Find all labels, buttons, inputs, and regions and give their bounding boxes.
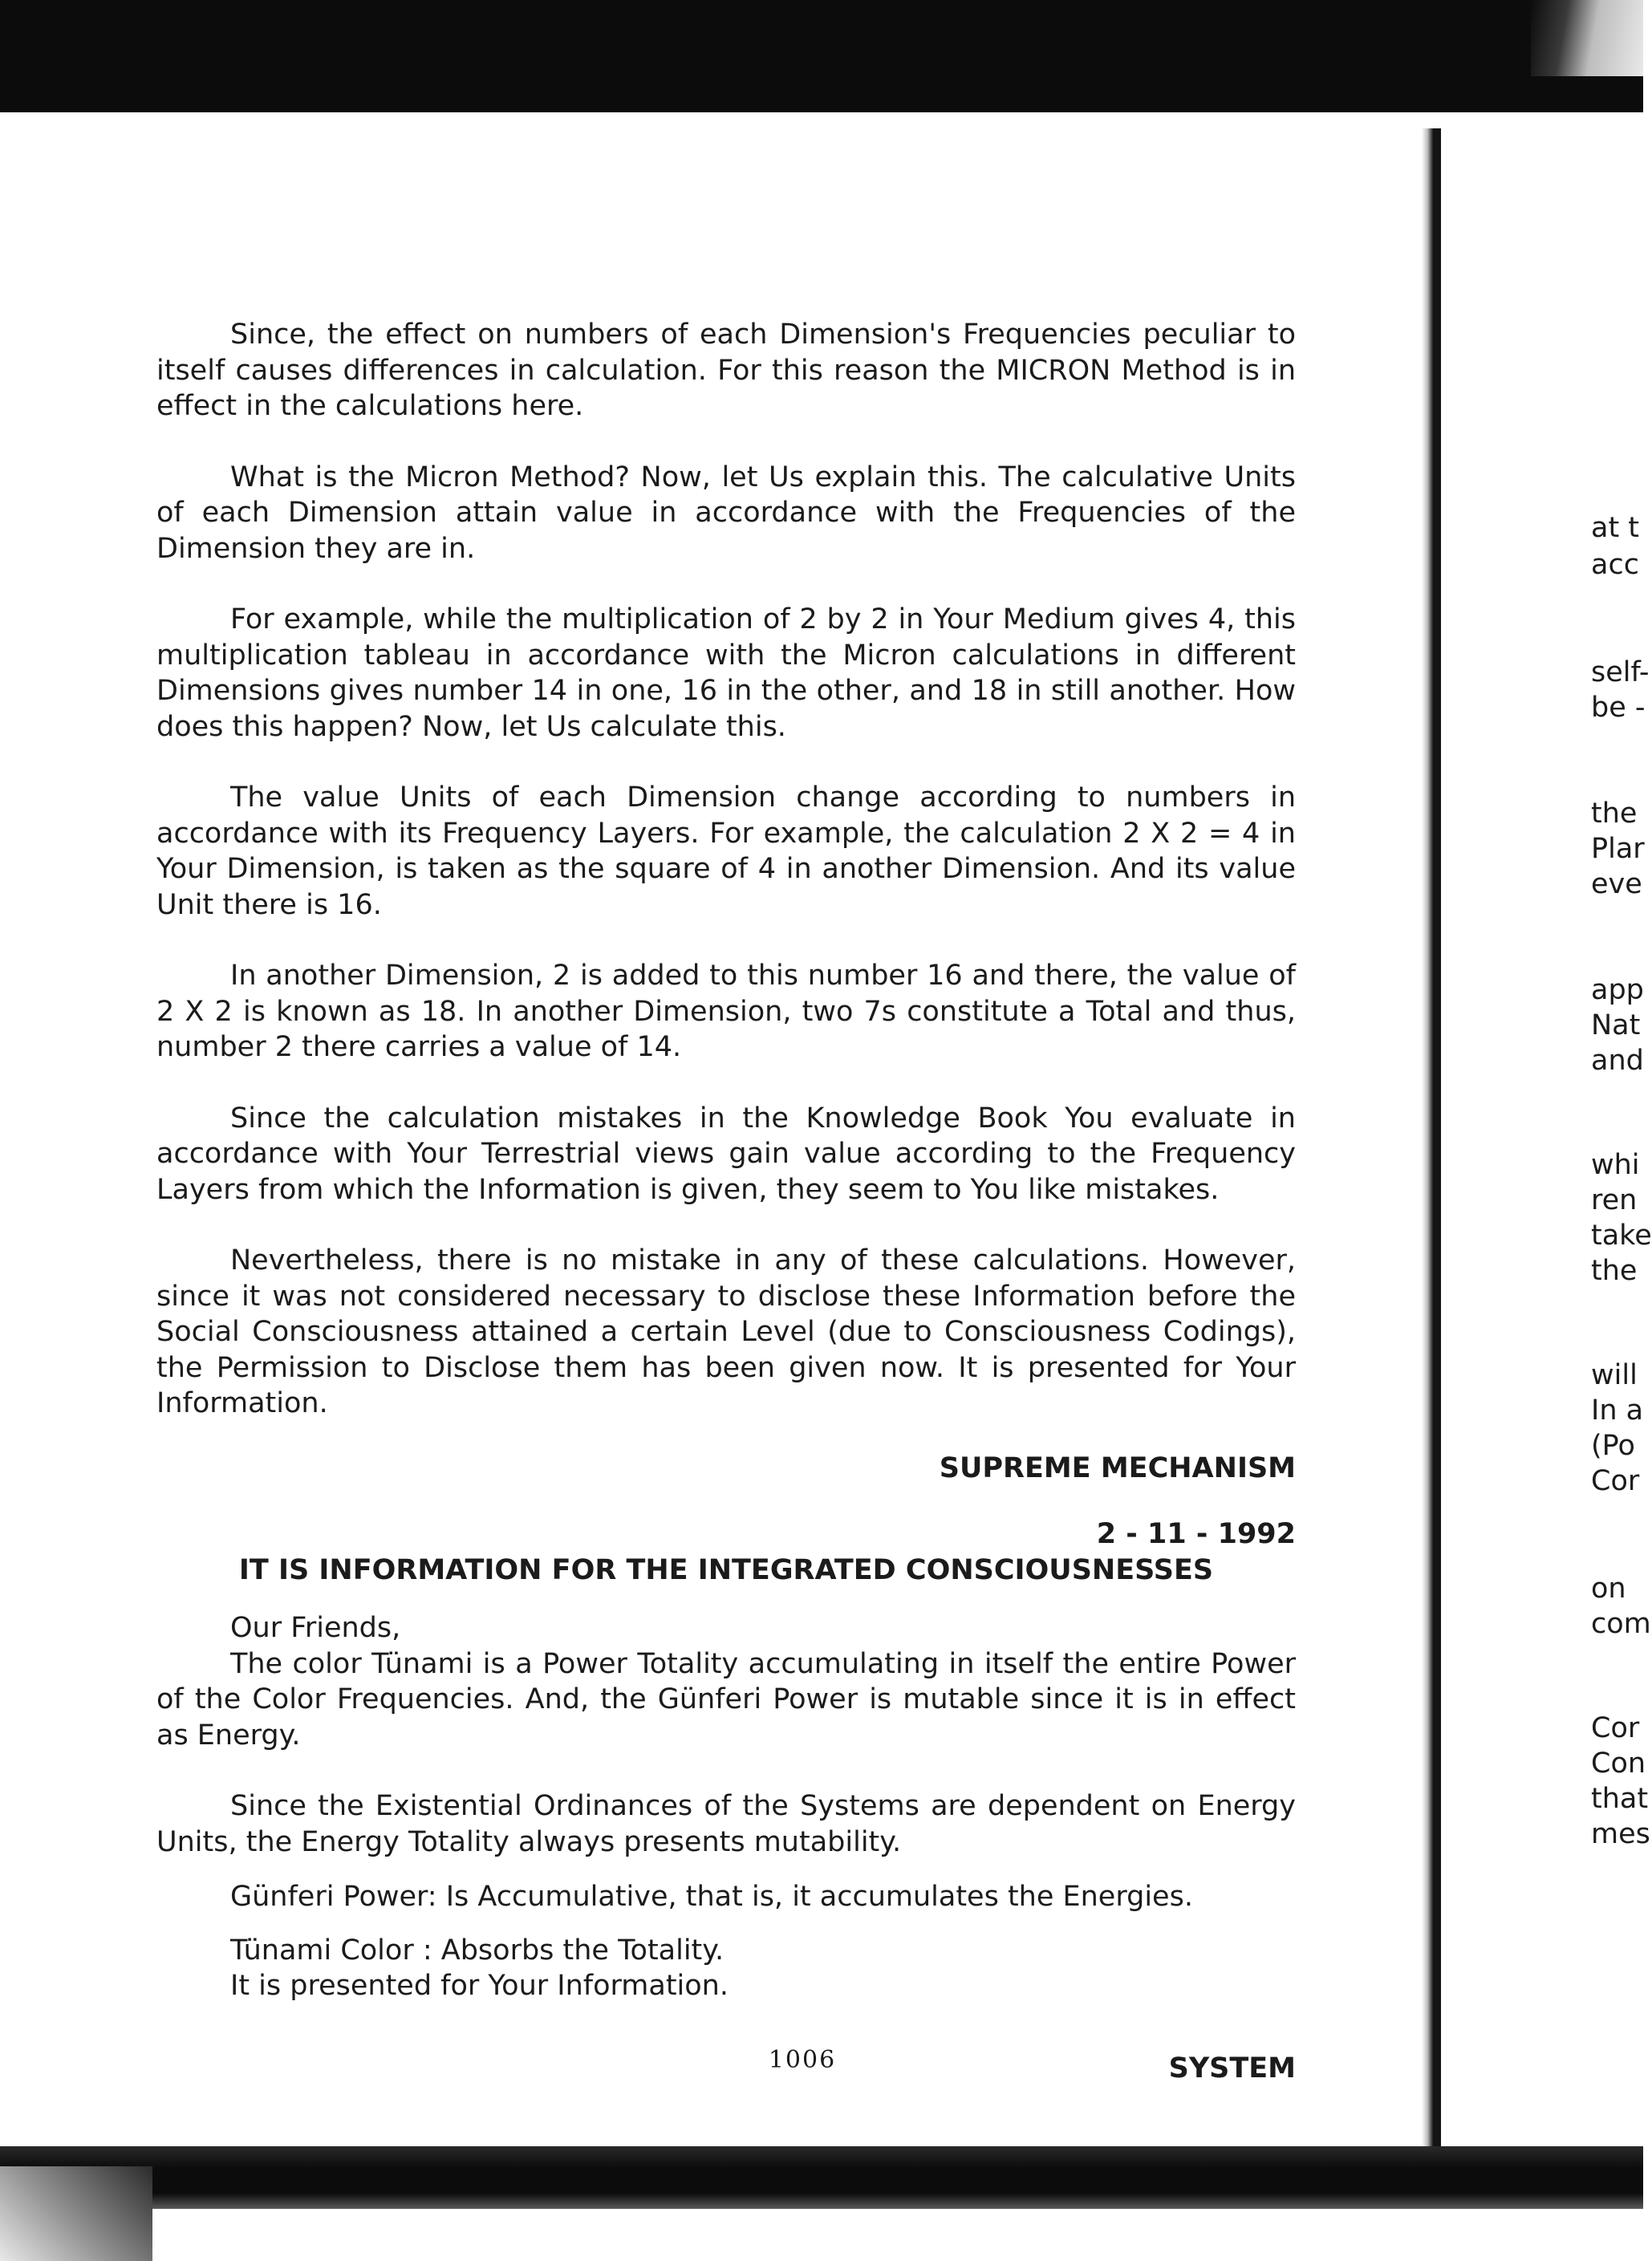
next-page-fragment: acc — [1591, 549, 1639, 581]
paragraph: In another Dimension, 2 is added to this number 16 and there, the value of 2 X 2 is known as 18. In another Dimension, two 7s constitute a Total and thus, number 2 there carries a value of 14. — [156, 960, 1296, 1063]
paragraph: Since the calculation mistakes in the Knowledge Book You evaluate in accordance with Your Terrestrial views gain value according to the Frequency Layers from which the Information is given, they seem to You like mistakes. — [156, 1102, 1296, 1206]
next-page-fragment: the — [1591, 1255, 1638, 1287]
next-page-fragment: whi — [1591, 1149, 1640, 1181]
greeting: Our Friends, — [230, 1612, 401, 1644]
next-page-fragment: and — [1591, 1045, 1644, 1077]
paragraph: The value Units of each Dimension change according to numbers in accordance with its Frequency Layers. For example, the calculation 2 X 2 = 4 in Your Dimension, is taken as the square of 4 in another Dimension. And its value Unit there is 16. — [156, 781, 1296, 921]
signature-system: SYSTEM — [1168, 2052, 1296, 2084]
next-page-fragment: Cor — [1591, 1712, 1640, 1744]
next-page-fragment: ren — [1591, 1184, 1638, 1216]
next-page-fragment: mes — [1591, 1818, 1650, 1850]
next-page-fragment: be - — [1591, 692, 1646, 724]
tunami-color-line: Tünami Color : Absorbs the Totality. — [230, 1934, 725, 1967]
next-page-fragment: (Po — [1591, 1430, 1635, 1462]
next-page-fragment: will — [1591, 1359, 1638, 1391]
paragraph: Nevertheless, there is no mistake in any of these calculations. However, since it was not considered necessary to disclose these Information before the Social Consciousness attained a certain Level (due to Consciousness Codings), the Permission to Disclose them has been given now. It is presented for Your Information. — [156, 1244, 1296, 1419]
next-page-fragment: app — [1591, 974, 1644, 1006]
next-page-fragment: Cor — [1591, 1465, 1640, 1497]
scan-top-border — [0, 0, 1643, 112]
page-number: 1006 — [768, 2046, 837, 2074]
paragraph: Since, the effect on numbers of each Dimension's Frequencies peculiar to itself causes differences in calculation. For this reason the MICRON Method is in effect in the calculations here. — [156, 319, 1296, 422]
message-date: 2 - 11 - 1992 — [1096, 1518, 1296, 1550]
next-page-fragment: take — [1591, 1220, 1652, 1252]
paragraph: For example, while the multiplication of 2 by 2 in Your Medium gives 4, this multiplication tableau in accordance with the Micron calculations in different Dimensions gives number 14 in one, 16 in the other, and 18 in still another. How does this happen? Now, let Us calculate this. — [156, 603, 1296, 743]
next-page-fragment: on — [1591, 1573, 1626, 1605]
next-page-fragment: eve — [1591, 868, 1642, 900]
page-body — [156, 317, 1296, 2086]
next-page-fragment: com — [1591, 1608, 1651, 1640]
paragraph: What is the Micron Method? Now, let Us explain this. The calculative Units of each Dimension attain value in accordance with the Frequencies of the Dimension they are in. — [156, 461, 1296, 565]
next-page-fragment: Plar — [1591, 833, 1645, 865]
paragraph: Since the Existential Ordinances of the Systems are dependent on Energy Units, the Energy Totality always presents mutability. — [156, 1790, 1296, 1858]
paragraph: The color Tünami is a Power Totality accumulating in itself the entire Power of the Color Frequencies. And, the Günferi Power is mutable since it is in effect as Energy. — [156, 1647, 1296, 1752]
scan-bottom-corner-shadow — [0, 2166, 152, 2261]
message-heading: IT IS INFORMATION FOR THE INTEGRATED CONSCIOUSNESSES — [238, 1553, 1214, 1586]
next-page-fragment: In a — [1591, 1394, 1644, 1427]
next-page-fragment: Con — [1591, 1748, 1646, 1780]
signature-supreme-mechanism: SUPREME MECHANISM — [939, 1451, 1296, 1484]
next-page-fragment: the — [1591, 798, 1638, 830]
next-page-fragment: self- — [1591, 656, 1650, 688]
next-page-edge — [1591, 0, 1652, 2261]
next-page-fragment: that — [1591, 1783, 1649, 1815]
closing-line: It is presented for Your Information. — [230, 1970, 729, 2002]
next-page-fragment: Nat — [1591, 1009, 1641, 1041]
scan-bottom-border — [0, 2146, 1643, 2209]
gunferi-power-line: Günferi Power: Is Accumulative, that is, it accumulates the Energies. — [230, 1881, 1193, 1913]
next-page-fragment: at t — [1591, 512, 1640, 544]
book-spine-shadow — [1422, 128, 1441, 2150]
